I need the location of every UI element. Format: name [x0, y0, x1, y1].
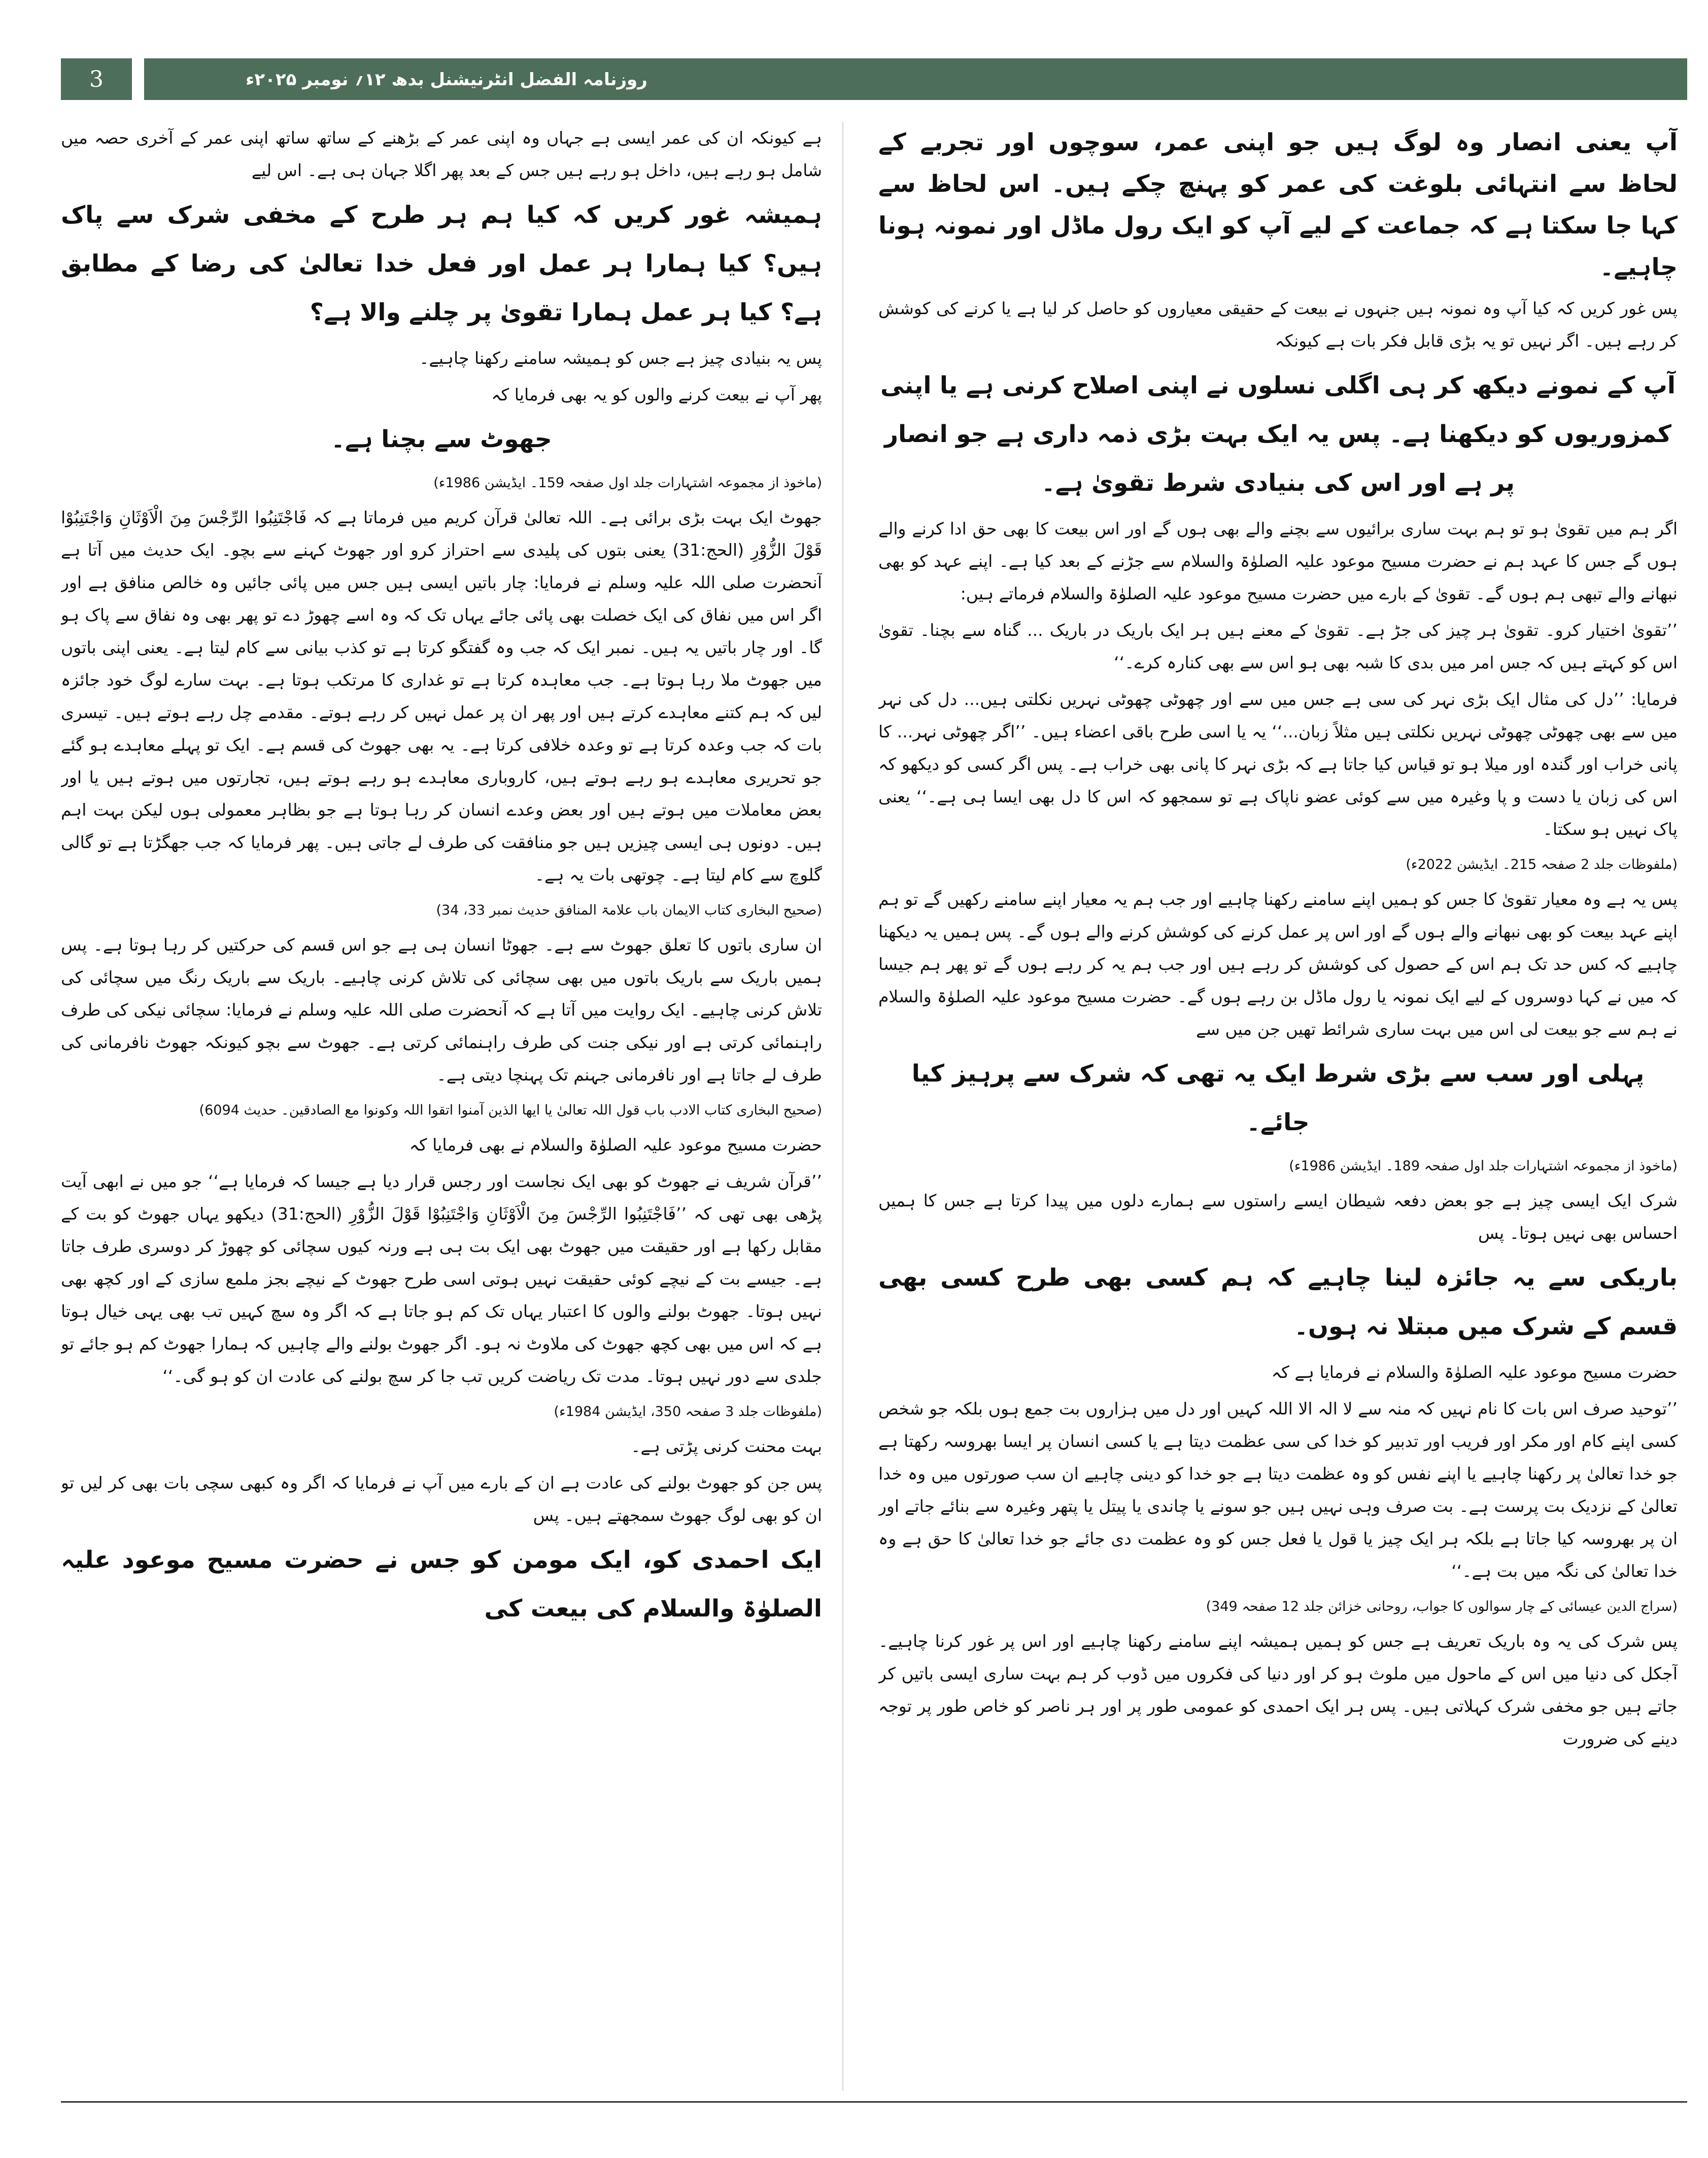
paragraph: ہے کیونکہ ان کی عمر ایسی ہے جہاں وہ اپنی عمر کے بڑھنے کے ساتھ ساتھ اپنی عمر کے آخری حصہ میں شامل ہو رہے ہیں، داخل ہو رہے ہیں جس کے بعد پھر اگلا جہان ہی ہے۔ اس لیے	[61, 128, 822, 180]
highlight-heading: ہمیشہ غور کریں کہ کیا ہم ہر طرح کے مخفی شرک سے پاک ہیں؟ کیا ہمارا ہر عمل اور فعل خدا تعالیٰ کی رضا کے مطابق ہے؟ کیا ہر عمل ہمارا تقویٰ پر چلنے والا ہے؟	[61, 201, 822, 326]
reference: (ماخوذ از مجموعہ اشتہارات جلد اول صفحہ 189۔ ایڈیشن 1986ء)	[1289, 1158, 1678, 1174]
paragraph: شرک ایک ایسی چیز ہے جو بعض دفعہ شیطان ایسے راستوں سے ہمارے دلوں میں پیدا کرتا ہے جس کا ہمیں احساس بھی نہیں ہوتا۔ پس	[878, 1191, 1678, 1243]
paragraph: آپ یعنی انصار وہ لوگ ہیں جو اپنی عمر، سوچوں اور تجربے کے لحاظ سے انتہائی بلوغت کی عمر کو پہنچ چکے ہیں۔ اس لحاظ سے کہا جا سکتا ہے کہ جماعت کے لیے آپ کو ایک رول ماڈل اور نمونہ ہونا چاہیے۔	[878, 128, 1678, 281]
paragraph: جھوٹ ایک بہت بڑی برائی ہے۔ اللہ تعالیٰ قرآن کریم میں فرماتا ہے کہ فَاجْتَنِبُوا الرِّجْسَ مِنَ الْاَوْثَانِ وَاجْتَنِبُوْا قَوْلَ الزُّوْرِ (الحج:31) یعنی بتوں کی پلیدی سے احتراز کرو اور جھوٹ کہنے سے بچو۔ ایک حدیث میں آتا ہے آنحضرت صلی اللہ علیہ وسلم نے فرمایا: چار باتیں ایسی ہیں جس میں پائی جائیں وہ خالص منافق ہے اور اگر اس میں نفاق کی ایک خصلت بھی پائی جائے یہاں تک کہ وہ اسے چھوڑ دے تو پھر بھی وہ نفاق سے پاک ہو گا۔ اور چار باتیں یہ ہیں۔ نمبر ایک کہ جب وہ گفتگو کرتا ہے تو کذب بیانی سے کام لیتا ہے۔ یعنی اپنی باتوں میں جھوٹ ملا رہا ہوتا ہے۔ جب معاہدہ کرتا ہے تو غداری کا مرتکب ہوتا ہے۔ بہت سارے لوگ خود جائزہ لیں کہ ہم کتنے معاہدے کرتے ہیں اور پھر ان پر عمل نہیں کر رہے ہوتے۔ مقدمے چل رہے ہوتے ہیں۔ تیسری بات کہ جب وعدہ کرتا ہے تو وعدہ خلافی کرتا ہے۔ یہ بھی جھوٹ کی قسم ہے۔ ایک تو پہلے معاہدے ہو گئے جو تحریری معاہدے ہو رہے ہوتے ہیں، کاروباری معاہدے ہو رہے ہوتے ہیں، تجارتوں میں ہوتے ہیں یا اور بعض معاملات میں ہوتے ہیں اور بعض وعدے انسان کر رہا ہوتا ہے جو بظاہر معمولی ہوں لیکن بہت اہم ہیں۔ دونوں ہی ایسی چیزیں ہیں جو منافقت کی طرف لے جاتی ہیں۔ پھر فرمایا کہ جب جھگڑتا ہے تو گالی گلوچ سے کام لیتا ہے۔ چوتھی بات یہ ہے۔	[61, 508, 822, 885]
paragraph: فرمایا: ’’دل کی مثال ایک بڑی نہر کی سی ہے جس میں سے اور چھوٹی چھوٹی نہریں نکلتی ہیں... دل کی نہر میں سے بھی چھوٹی چھوٹی نہریں نکلتی ہیں مثلاً زبان...‘‘ یہ یا اسی طرح باقی اعضاء ہیں۔ ’’اگر چھوٹی نہر... کا پانی خراب اور گندہ اور میلا ہو تو قیاس کیا جاتا ہے کہ بڑی نہر کا پانی بھی خراب ہے۔ پس اگر کسی کو دیکھو کہ اس کی زبان یا دست و پا وغیرہ میں سے کوئی عضو ناپاک ہے تو سمجھو کہ اس کا دل بھی ایسا ہی ہے۔‘‘ یعنی پاک نہیں ہو سکتا۔	[878, 689, 1678, 839]
masthead	[144, 58, 1687, 100]
paragraph: پس یہ بنیادی چیز ہے جس کو ہمیشہ سامنے رکھنا چاہیے۔	[419, 348, 822, 368]
quote: ’’تقویٰ اختیار کرو۔ تقویٰ ہر چیز کی جڑ ہے۔ تقویٰ کے معنے ہیں ہر ایک باریک در باریک ... گناہ سے بچنا۔ تقویٰ اس کو کہتے ہیں کہ جس امر میں بدی کا شبہ بھی ہو اس سے بھی کنارہ کرے۔‘‘	[878, 620, 1678, 672]
masthead-text: روزنامہ الفضل انٹرنیشنل بدھ ۱۲؍ نومبر ۲۰۲۵ء	[246, 69, 647, 90]
paragraph: پس جن کو جھوٹ بولنے کی عادت ہے ان کے بارے میں آپ نے فرمایا کہ اگر وہ کبھی سچی بات بھی کر لیں تو ان کو بھی لوگ جھوٹ سمجھتے ہیں۔ پس	[61, 1473, 822, 1525]
paragraph: حضرت مسیح موعود علیہ الصلوٰۃ والسلام نے بھی فرمایا کہ	[409, 1135, 822, 1155]
highlight-heading: باریکی سے یہ جائزہ لینا چاہیے کہ ہم کسی بھی طرح کسی بھی قسم کے شرک میں مبتلا نہ ہوں۔	[878, 1264, 1678, 1340]
highlight-heading: جھوٹ سے بچنا ہے۔	[331, 425, 552, 453]
reference: (صحیح البخاری کتاب الادب باب قول اللہ تعالیٰ یا ایھا الذین آمنوا اتقوا اللہ وکونوا مع الصادقین۔ حدیث 6094)	[199, 1102, 822, 1118]
quote: ’’توحید صرف اس بات کا نام نہیں کہ منہ سے لا الہ الا اللہ کہیں اور دل میں ہزاروں بت جمع ہوں بلکہ جو شخص کسی اپنے کام اور مکر اور فریب اور تدبیر کو خدا کی سی عظمت دیتا ہے یا کسی انسان پر ایسا بھروسہ رکھتا ہے جو خدا تعالیٰ پر رکھنا چاہیے یا اپنے نفس کو وہ عظمت دیتا ہے جو خدا کو دینی چاہیے ان سب صورتوں میں وہ خدا تعالیٰ کے نزدیک بت پرست ہے۔ بت صرف وہی نہیں ہیں جو سونے یا چاندی یا پیتل یا پتھر وغیرہ سے بنائے جاتے اور ان پر بھروسہ کیا جاتا ہے بلکہ ہر ایک چیز یا قول یا فعل جس کو وہ عظمت دی جائے جو خدا تعالیٰ کا حق ہے وہ خدا تعالیٰ کی نگہ میں بت ہے۔‘‘	[878, 1399, 1678, 1581]
reference: (ملفوظات جلد 2 صفحہ 215۔ ایڈیشن 2022ء)	[1406, 857, 1678, 872]
page-header-bar	[61, 58, 1687, 100]
highlight-heading: پہلی اور سب سے بڑی شرط ایک یہ تھی کہ شرک سے پرہیز کیا جائے۔	[911, 1060, 1645, 1136]
right-column	[878, 122, 1678, 2147]
page-number: 3	[61, 58, 132, 100]
paragraph: حضرت مسیح موعود علیہ الصلوٰۃ والسلام نے فرمایا ہے کہ	[1271, 1362, 1678, 1382]
highlight-heading: ایک احمدی کو، ایک مومن کو جس نے حضرت مسیح موعود علیہ الصلوٰۃ والسلام کی بیعت کی	[61, 1546, 822, 1623]
paragraph: پس غور کریں کہ کیا آپ وہ نمونہ ہیں جنہوں نے بیعت کے حقیقی معیاروں کو حاصل کر لیا ہے یا کرنے کی کوشش کر رہے ہیں۔ اگر نہیں تو یہ بڑی قابل فکر بات ہے کیونکہ	[878, 298, 1678, 351]
left-column	[61, 122, 822, 2147]
highlight-heading: آپ کے نمونے دیکھ کر ہی اگلی نسلوں نے اپنی اصلاح کرنی ہے یا اپنی کمزوریوں کو دیکھنا ہے۔ پس یہ ایک بہت بڑی ذمہ داری ہے جو انصار پر ہے اور اس کی بنیادی شرط تقویٰ ہے۔	[880, 372, 1676, 497]
reference: (سراج الدین عیسائی کے چار سوالوں کا جواب، روحانی خزائن جلد 12 صفحہ 349)	[1206, 1599, 1678, 1614]
reference: (ماخوذ از مجموعہ اشتہارات جلد اول صفحہ 159۔ ایڈیشن 1986ء)	[433, 475, 822, 491]
quote: ’’قرآن شریف نے جھوٹ کو بھی ایک نجاست اور رجس قرار دیا ہے جیسا کہ فرمایا ہے‘‘ جو میں نے ابھی آیت پڑھی بھی تھی کہ ’’فَاجْتَنِبُوا الرِّجْسَ مِنَ الْاَوْثَانِ وَاجْتَنِبُوْا قَوْلَ الزُّوْرِ (الحج:31) دیکھو یہاں جھوٹ کو بت کے مقابل رکھا ہے اور حقیقت میں جھوٹ بھی ایک بت ہی ہے ورنہ کیوں سچائی کو چھوڑ کر دوسری طرف جاتا ہے۔ جیسے بت کے نیچے کوئی حقیقت نہیں ہوتی اسی طرح جھوٹ کے نیچے بجز ملمع سازی کے اور کچھ بھی نہیں ہوتا۔ جھوٹ بولنے والوں کا اعتبار یہاں تک کم ہو جاتا ہے کہ اگر وہ سچ کہیں تب بھی یہی خیال ہوتا ہے کہ اس میں بھی کچھ جھوٹ کی ملاوٹ نہ ہو۔ اگر جھوٹ بولنے والے چاہیں کہ ہمارا جھوٹ کم ہو جائے تو جلدی سے دور نہیں ہوتا۔ مدت تک ریاضت کریں تب جا کر سچ بولنے کی عادت ان کو ہو گی۔‘‘	[61, 1171, 822, 1386]
column-divider	[842, 122, 843, 2091]
reference: (صحیح البخاری کتاب الایمان باب علامۃ المنافق حدیث نمبر 33، 34)	[436, 902, 822, 918]
bottom-rule	[61, 2101, 1687, 2103]
paragraph: اگر ہم میں تقویٰ ہو تو ہم بہت ساری برائیوں سے بچنے والے بھی ہوں گے اور اس بیعت کا بھی حق ادا کرنے والے ہوں گے جس کا عہد ہم نے حضرت مسیح موعود علیہ الصلوٰۃ والسلام سے جڑنے کے بعد کیا ہے۔ اپنے عہد کو بھی نبھانے والے تبھی ہم ہوں گے۔ تقویٰ کے بارے میں حضرت مسیح موعود علیہ الصلوٰۃ والسلام فرماتے ہیں:	[878, 519, 1678, 603]
paragraph: پس یہ ہے وہ معیار تقویٰ کا جس کو ہمیں اپنے سامنے رکھنا چاہیے اور جب ہم یہ معیار اپنے سامنے رکھیں گے تو ہم اپنے عہد بیعت کو بھی نبھانے والے ہوں گے اور اس پر عمل کرنے کی کوشش کرنے والے ہوں گے۔ پس ہمیں یہ دیکھنا چاہیے کہ کس حد تک ہم اس کے حصول کی کوشش کر رہے ہیں اور جب ہم یہ کر رہے ہوں گے تو پھر ہم جیسا کہ میں نے کہا دوسروں کے لیے ایک نمونہ یا رول ماڈل بن رہے ہوں گے۔ حضرت مسیح موعود علیہ الصلوٰۃ والسلام نے ہم سے جو بیعت لی اس میں بہت ساری شرائط تھیں جن میں سے	[878, 889, 1678, 1039]
reference: (ملفوظات جلد 3 صفحہ 350، ایڈیشن 1984ء)	[554, 1404, 822, 1420]
paragraph: پس شرک کی یہ وہ باریک تعریف ہے جس کو ہمیں ہمیشہ اپنے سامنے رکھنا چاہیے اور اس پر غور کرنا چاہیے۔ آجکل کی دنیا میں اس کے ماحول میں ملوث ہو کر اور دنیا کی فکروں میں ڈوب کر ہم بہت ساری ایسی باتیں کر جاتے ہیں جو مخفی شرک کہلاتی ہیں۔ پس ہر ایک احمدی کو عمومی طور پر اور ہر ناصر کو خاص طور پر توجہ دینے کی ضرورت	[878, 1631, 1678, 1748]
paragraph: ان ساری باتوں کا تعلق جھوٹ سے ہے۔ جھوٹا انسان ہی ہے جو اس قسم کی حرکتیں کر رہا ہوتا ہے۔ پس ہمیں باریک سے باریک باتوں میں بھی سچائی کی تلاش کرنی چاہیے۔ باریک سے باریک رنگ میں سچائی کی تلاش کرنی چاہیے۔ ایک روایت میں آتا ہے کہ آنحضرت صلی اللہ علیہ وسلم نے فرمایا: سچائی نیکی کی طرف راہنمائی کرتی ہے اور نیکی جنت کی طرف راہنمائی کرتی ہے۔ جھوٹ سے بچو کیونکہ جھوٹ نافرمانی کی طرف لے جاتا ہے اور نافرمانی جہنم تک پہنچا دیتی ہے۔	[61, 935, 822, 1085]
paragraph: بہت محنت کرنی پڑتی ہے۔	[631, 1436, 822, 1456]
paragraph: پھر آپ نے بیعت کرنے والوں کو یہ بھی فرمایا کہ	[491, 385, 822, 404]
